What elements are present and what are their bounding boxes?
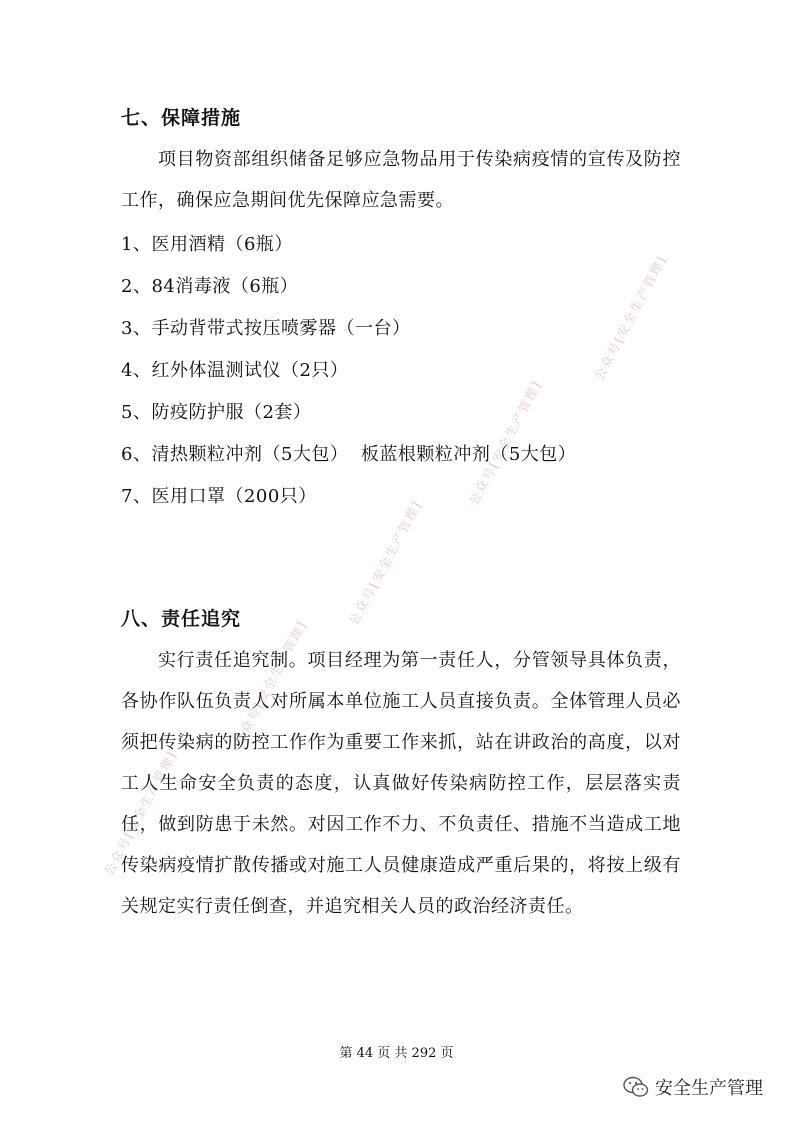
watermark: 公众号[安全生产管理] (231, 617, 310, 748)
list-item: 5、防疫防护服（2套） (121, 402, 312, 423)
brand-name: 安全生产管理 (655, 1078, 763, 1099)
section-heading: 八、责任追究 (121, 608, 242, 630)
list-item: 3、手动背带式按压喷雾器（一台） (121, 318, 411, 339)
watermark: 公众号[安全生产管理] (346, 497, 425, 628)
section-intro: 项目物资部组织储备足够应急物品用于传染病疫情的宣传及防控工作，确保应急期间优先保障应急需要。 (121, 149, 681, 211)
wechat-icon (623, 1076, 649, 1098)
list-item: 4、红外体温测试仪（2只） (121, 360, 349, 381)
watermark: 公众号[安全生产管理] (101, 747, 180, 878)
page-number: 第 44 页 共 292 页 (339, 1046, 454, 1061)
list-item: 1、医用酒精（6瓶） (121, 234, 293, 255)
watermark: 公众号[安全生产管理] (591, 252, 670, 383)
section-heading: 七、保障措施 (121, 107, 242, 129)
list-item: 6、清热颗粒冲剂（5大包） 板蓝根颗粒冲剂（5大包） (121, 444, 577, 465)
section-body: 实行责任追究制。项目经理为第一责任人，分管领导具体负责，各协作队伍负责人对所属本单位施工人员直接负责。全体管理人员必须把传染病的防控工作作为重要工作来抓，站在讲政治的高度，以对工人生命安全负责的态度，认真做好传染病防控工作，层层落实责任，做到防患于未然。对因工作不力、不负责任、措施不当造成工地传染病疫情扩散传播或对施工人员健康造成严重后果的，将按上级有关规定实行责任倒查，并追究相关人员的政治经济责任。 (121, 650, 681, 917)
list-item: 2、84消毒液（6瓶） (121, 276, 299, 297)
brand-badge (623, 1074, 763, 1100)
list-item: 7、医用口罩（200只） (121, 486, 317, 507)
watermark: 公众号[安全生产管理] (466, 377, 545, 508)
